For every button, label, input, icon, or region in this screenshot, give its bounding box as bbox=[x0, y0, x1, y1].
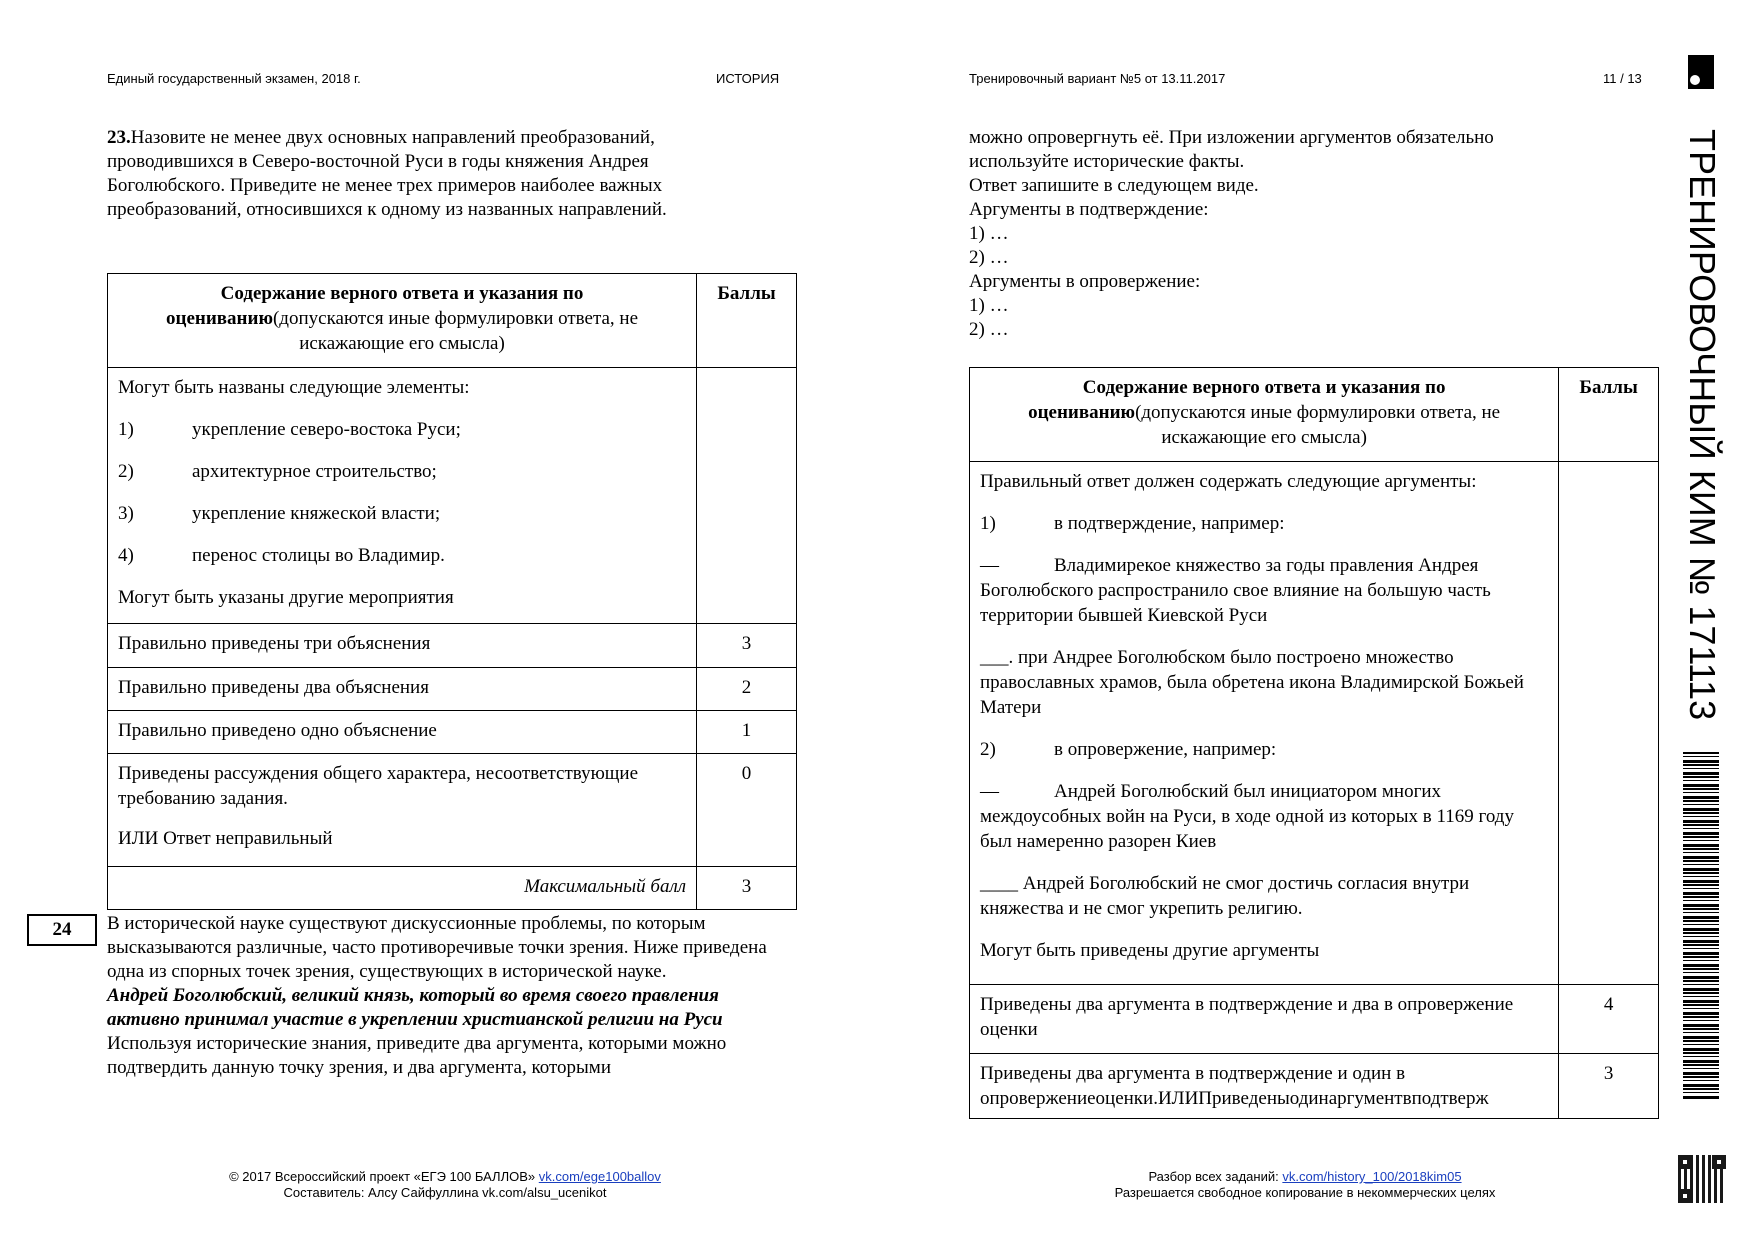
header-variant: Тренировочный вариант №5 от 13.11.2017 bbox=[969, 71, 1226, 86]
list-item: — Владимирекое княжество за годы правления Андрея Боголюбского распространило свое влияние на большую часть территории бывшей Киевской Руси bbox=[980, 555, 1491, 626]
q24-continued: можно опровергнуть её. При изложении аргументов обязательно используйте исторические факты. Ответ запишите в следующем виде. Аргументы в подтверждение: 1) … 2) … Аргументы в опровержение: 1) … 2) … bbox=[969, 126, 1589, 342]
header-subject: ИСТОРИЯ bbox=[716, 71, 780, 86]
q24-other-args: Могут быть приведены другие аргументы bbox=[980, 940, 1320, 961]
list-item: 2) архитектурное строительство; bbox=[118, 461, 437, 482]
q24-task: Используя исторические знания, приведите два аргумента, которыми можно подтвердить данную точку зрения, и два аргумента, которыми bbox=[107, 1033, 727, 1078]
table-row: Правильно приведено одно объяснение 1 bbox=[108, 711, 797, 754]
q24-refute-label: Аргументы в опровержение: bbox=[969, 271, 1201, 292]
table-row: Приведены два аргумента в подтверждение и два в опровержение оценки 4 bbox=[970, 985, 1659, 1054]
qr-code-icon bbox=[1678, 1155, 1726, 1203]
table-header-content: Содержание верного ответа и указания по оцениванию(допускаются иные формулировки ответа, не искажающие его смысла) bbox=[970, 368, 1559, 462]
q23-text: 23.Назовите не менее двух основных направлений преобразований, проводившихся в Северо-восточной Руси в годы княжения Андрея Боголюбского. Приведите не менее трех примеров наиболее важных преобразований, относившихся к одному из названных направлений. bbox=[107, 127, 667, 220]
corner-marker-icon bbox=[1688, 55, 1714, 89]
q24-answer-table bbox=[969, 367, 1659, 1119]
footer-right-link[interactable]: vk.com/history_100/2018kim05 bbox=[1282, 1169, 1462, 1184]
q23-answer-table bbox=[107, 273, 797, 910]
table-header-content: Содержание верного ответа и указания по оцениванию(допускаются иные формулировки ответа, не искажающие его смысла) bbox=[108, 274, 697, 368]
barcode-icon bbox=[1683, 752, 1719, 1100]
q23-elements-cell bbox=[108, 368, 697, 624]
footer-left-link[interactable]: vk.com/ege100ballov bbox=[538, 1169, 661, 1184]
table-row: Правильно приведены два объяснения 2 bbox=[108, 668, 797, 711]
q23-number: 23. bbox=[107, 127, 131, 148]
q24-confirm-label: Аргументы в подтверждение: bbox=[969, 199, 1209, 220]
table-header-points: Баллы bbox=[697, 274, 797, 368]
q23-elements-intro: Могут быть названы следующие элементы: bbox=[118, 377, 470, 398]
footer-left: © 2017 Всероссийский проект «ЕГЭ 100 БАЛЛОВ» vk.com/ege100ballov Составитель: Алсу Сайфуллина vk.com/alsu_ucenikot bbox=[229, 1169, 661, 1200]
q24-answer-format: Ответ запишите в следующем виде. bbox=[969, 175, 1259, 196]
q24-intro: В исторической науке существуют дискуссионные проблемы, по которым высказываются различные, часто противоречивые точки зрения. Ниже приведена одна из спорных точек зрения, существующих в исторической науке. bbox=[107, 913, 767, 982]
table-row: Приведены рассуждения общего характера, несоответствующие требованию задания. ИЛИ Ответ неправильный 0 bbox=[108, 754, 797, 867]
header-page: 11 / 13 bbox=[1603, 71, 1642, 86]
list-item: — Андрей Боголюбский был инициатором многих междоусобных войн на Руси, в ходе одной из которых в 1169 году был намеренно разорен Киев bbox=[980, 781, 1514, 852]
table-row: Приведены два аргумента в подтверждение и один в опровержениеоценки.ИЛИПриведеныодинаргументвподтверж 3 bbox=[970, 1054, 1659, 1119]
table-row-max: Максимальный балл 3 bbox=[108, 867, 797, 910]
list-item: ____ Андрей Боголюбский не смог достичь согласия внутри княжества и не смог укрепить религию. bbox=[980, 873, 1470, 919]
list-item: 1) укрепление северо-востока Руси; bbox=[118, 419, 461, 440]
list-item: ___. при Андрее Боголюбском было построено множество православных храмов, была обретена икона Владимирской Божьей Матери bbox=[980, 647, 1524, 718]
header-exam: Единый государственный экзамен, 2018 г. bbox=[107, 71, 361, 86]
list-item: 2) в опровержение, например: bbox=[980, 739, 1277, 760]
table-header-points: Баллы bbox=[1559, 368, 1659, 462]
table-row: Правильно приведены три объяснения 3 bbox=[108, 624, 797, 668]
q24-arguments-cell: Правильный ответ должен содержать следующие аргументы: 1) в подтверждение, например: — Владимирекое княжество за годы правления Андрея Боголюбского распространило свое влияние на большую часть территории бывшей Киевской Руси ___. при Андрее Боголюбском было построено множество православных храмов, была обретена икона Владимирской Божьей Матери 2) в опровержение, например: — Андрей Боголюбский был инициатором многих междоусобных войн на Руси, в ходе одной из которых в 1169 году был намеренно разорен Киев ____ Андрей Боголюбский не смог достичь согласия внутри княжества и не смог укрепить религию. Могут быть приведены другие аргументы bbox=[970, 462, 1559, 985]
q24-thesis: Андрей Боголюбский, великий князь, который во время своего правления активно принимал участие в укреплении христианской религии на Руси bbox=[107, 985, 723, 1030]
q24-text bbox=[107, 912, 787, 1080]
q23-elements-outro: Могут быть указаны другие мероприятия bbox=[118, 587, 454, 608]
list-item: 3) укрепление княжеской власти; bbox=[118, 503, 441, 524]
footer-right: Разбор всех заданий: vk.com/history_100/2018kim05 Разрешается свободное копирование в некоммерческих целях bbox=[1114, 1169, 1496, 1200]
list-item: 4) перенос столицы во Владимир. bbox=[118, 545, 445, 566]
list-item: 1) в подтверждение, например: bbox=[980, 513, 1285, 534]
q24-number-box: 24 bbox=[27, 914, 97, 946]
